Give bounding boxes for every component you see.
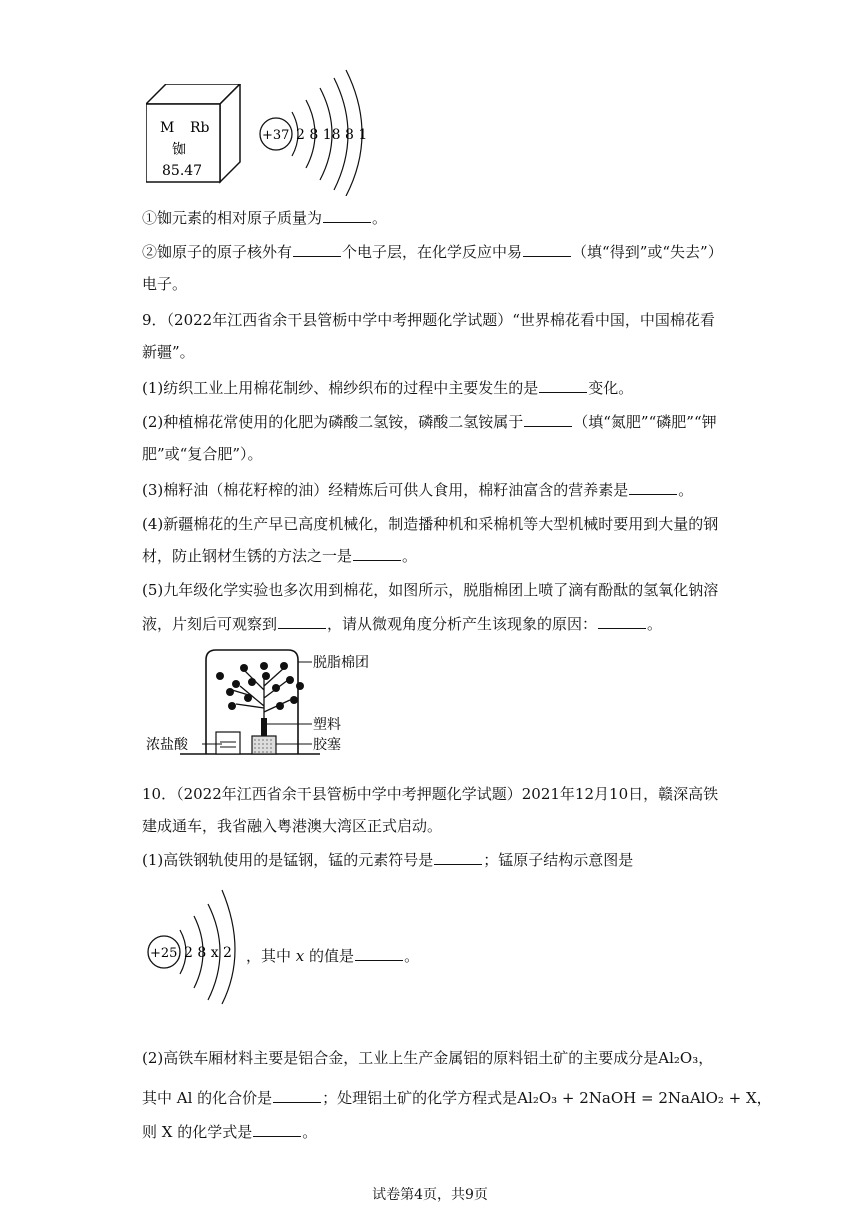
answer-blank[interactable] <box>293 242 341 257</box>
q9-part1: (1)纺织工业上用棉花制纱、棉纱织布的过程中主要发生的是 变化。 <box>142 379 634 397</box>
label-acid: 浓盐酸 <box>146 737 188 753</box>
mn-atom-diagram <box>144 886 244 1006</box>
mn-shells: 2 8 x 2 <box>184 945 232 961</box>
q10-part1: (1)高铁钢轨使用的是锰钢，锰的元素符号是 ；锰原子结构示意图是 <box>142 851 634 869</box>
equation: Al₂O₃ + 2NaOH = 2NaAlO₂ + X， <box>517 1089 772 1107</box>
answer-blank[interactable] <box>273 1088 321 1103</box>
q10-head: 10．（2022年江西省余干县管栃中学中考押题化学试题）2021年12月10日，赣深高铁 <box>142 785 719 803</box>
mn-nucleus: +25 <box>150 946 178 961</box>
q10-part1-cont: ，其中 x 的值是 。 <box>246 947 420 965</box>
answer-blank[interactable] <box>524 412 572 427</box>
label-stopper: 胶塞 <box>313 737 341 753</box>
card-symbol-m: M <box>160 120 175 136</box>
rb-element-card <box>146 84 246 184</box>
answer-blank[interactable] <box>278 614 326 629</box>
q10-head-cont: 建成通车，我省融入粤港澳大湾区正式启动。 <box>142 817 443 835</box>
q8-item1: ①铷元素的相对原子质量为 。 <box>142 209 388 227</box>
rb-nucleus: +37 <box>262 128 290 143</box>
q9-head: 9．（2022年江西省余干县管栃中学中考押题化学试题）“世界棉花看中国，中国棉花看 <box>142 311 715 329</box>
q9-part5-cont: 液，片刻后可观察到 ，请从微观角度分析产生该现象的原因： 。 <box>142 615 663 633</box>
q9-part2-cont: 肥”或“复合肥”）。 <box>142 445 263 463</box>
q8-item2: ②铷原子的原子核外有 个电子层，在化学反应中易 （填“得到”或“失去”） <box>142 243 723 261</box>
q10-part2-end: 则 X 的化学式是 。 <box>142 1123 318 1141</box>
page-footer: 试卷第4页，共9页 <box>372 1187 488 1203</box>
answer-blank[interactable] <box>539 378 587 393</box>
formula-al2o3: Al₂O₃， <box>658 1049 714 1067</box>
label-cotton: 脱脂棉团 <box>313 655 369 671</box>
label-plastic: 塑料 <box>313 717 341 733</box>
q10-part2: (2)高铁车厢材料主要是铝合金，工业上生产金属铝的原料铝土矿的主要成分是Al₂O₃， <box>142 1049 714 1067</box>
q9-part4: (4)新疆棉花的生产早已高度机械化，制造播种机和采棉机等大型机械时要用到大量的钢 <box>142 515 719 533</box>
answer-blank[interactable] <box>598 614 646 629</box>
rb-atom-diagram <box>254 66 374 196</box>
answer-blank[interactable] <box>253 1122 301 1137</box>
answer-blank[interactable] <box>355 946 403 961</box>
answer-blank[interactable] <box>629 480 677 495</box>
answer-blank[interactable] <box>323 208 371 223</box>
card-mass: 85.47 <box>162 163 203 179</box>
card-name: 铷 <box>172 142 186 158</box>
answer-blank[interactable] <box>353 546 401 561</box>
answer-blank[interactable] <box>523 242 571 257</box>
q10-part2-cont: 其中 Al 的化合价是 ；处理铝土矿的化学方程式是Al₂O₃ + 2NaOH = 2NaAlO₂ + X， <box>142 1089 772 1107</box>
rb-shells: 2 8 18 8 1 <box>296 127 368 143</box>
q9-part4-cont: 材，防止钢材生锈的方法之一是 。 <box>142 547 418 565</box>
card-symbol: Rb <box>190 120 210 136</box>
q8-item2-cont: 电子。 <box>142 275 188 293</box>
q9-part2: (2)种植棉花常使用的化肥为磷酸二氢铵，磷酸二氢铵属于 （填“氮肥”“磷肥”“钾 <box>142 413 717 431</box>
cotton-experiment-diagram <box>140 646 370 762</box>
answer-blank[interactable] <box>434 850 482 865</box>
q9-part5: (5)九年级化学实验也多次用到棉花，如图所示，脱脂棉团上喷了滴有酚酞的氢氧化钠溶 <box>142 581 719 599</box>
q9-part3: (3)棉籽油（棉花籽榨的油）经精炼后可供人食用，棉籽油富含的营养素是 。 <box>142 481 694 499</box>
q9-head-cont: 新疆”。 <box>142 343 195 361</box>
